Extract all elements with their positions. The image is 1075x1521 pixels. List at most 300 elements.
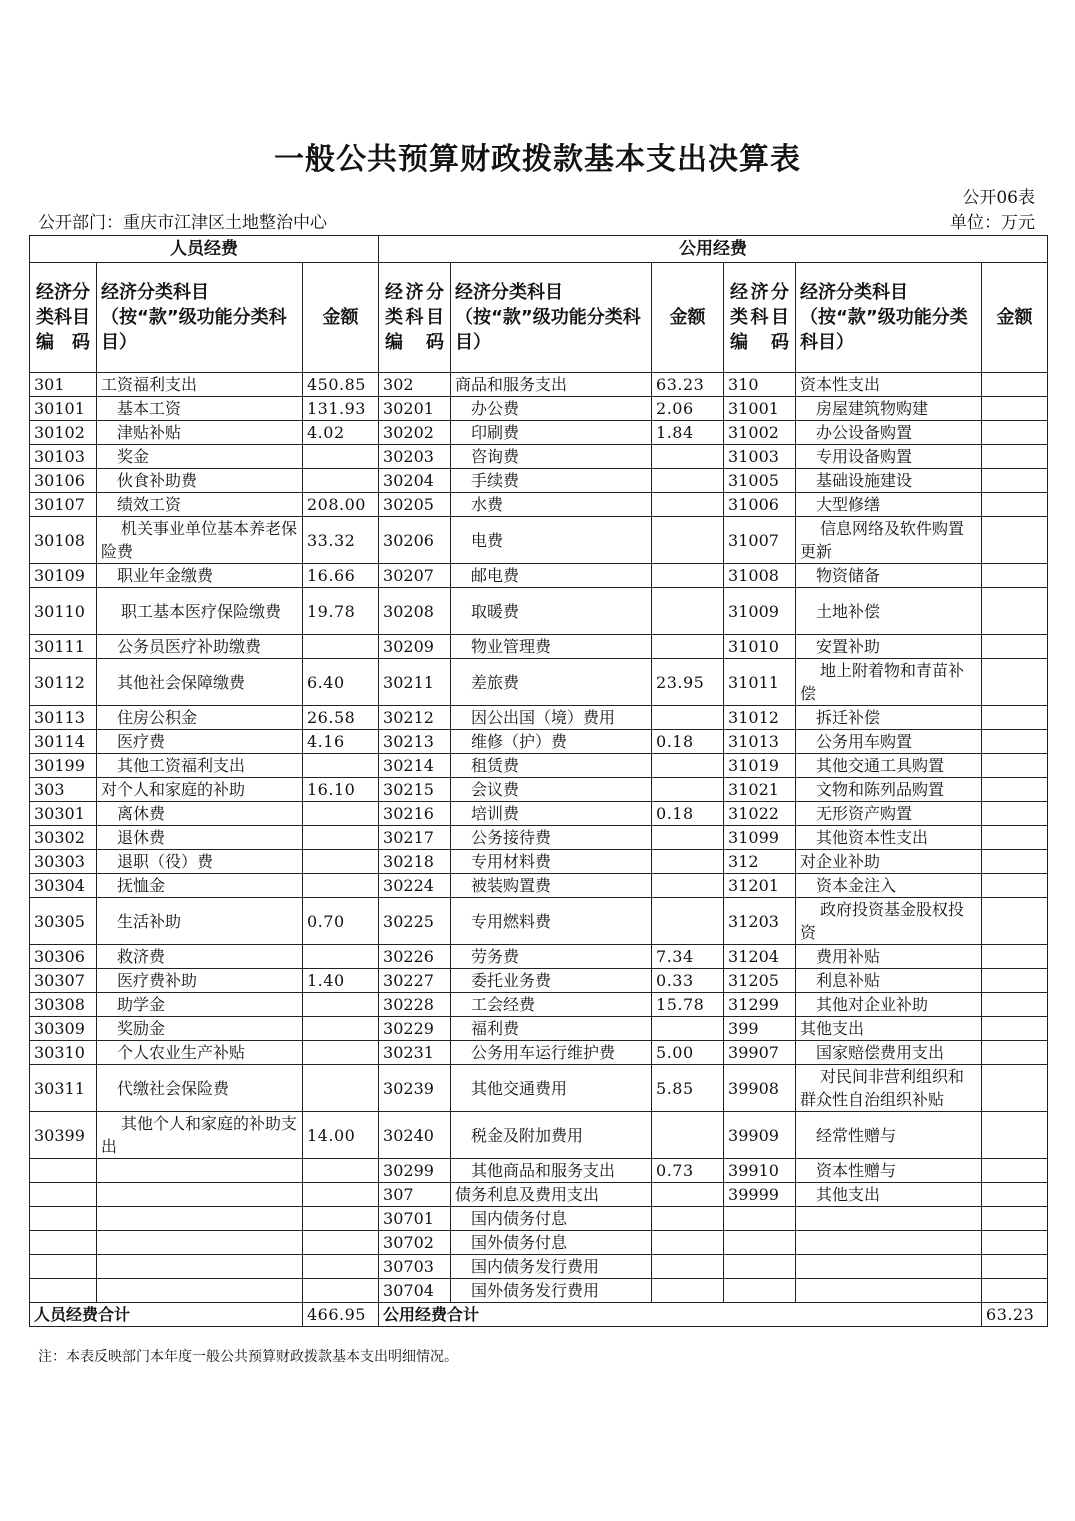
cell-amount	[652, 1207, 724, 1231]
cell-amount: 63.23	[652, 373, 724, 397]
cell-amount	[982, 850, 1048, 874]
cell-amount: 19.78	[303, 588, 379, 635]
cell-amount	[303, 874, 379, 898]
cell-name: 专用燃料费	[451, 898, 652, 945]
cell-name: 邮电费	[451, 564, 652, 588]
table-row	[30, 730, 1048, 754]
cell-name: 其他支出	[796, 1183, 982, 1207]
cell-code: 310	[724, 373, 796, 397]
table-row	[30, 778, 1048, 802]
cell-name: 对企业补助	[796, 850, 982, 874]
cell-code: 30102	[30, 421, 97, 445]
table-row	[30, 898, 1048, 945]
cell-code: 39908	[724, 1065, 796, 1112]
cell-code: 30701	[379, 1207, 451, 1231]
cell-code: 30107	[30, 493, 97, 517]
cell-name: 办公费	[451, 397, 652, 421]
cell-code	[30, 1255, 97, 1279]
cell-name: 房屋建筑物购建	[796, 397, 982, 421]
cell-amount	[982, 397, 1048, 421]
cell-amount	[982, 1159, 1048, 1183]
cell-name	[97, 1159, 303, 1183]
cell-code: 30110	[30, 588, 97, 635]
cell-code: 30208	[379, 588, 451, 635]
table-row	[30, 469, 1048, 493]
cell-code: 31021	[724, 778, 796, 802]
cell-amount	[652, 1112, 724, 1159]
table-row	[30, 397, 1048, 421]
cell-name: 印刷费	[451, 421, 652, 445]
cell-name: 对民间非营利组织和群众性自治组织补贴	[796, 1065, 982, 1112]
cell-amount	[982, 1041, 1048, 1065]
table-row	[30, 564, 1048, 588]
cell-name: 其他交通工具购置	[796, 754, 982, 778]
cell-code: 30103	[30, 445, 97, 469]
cell-code: 31001	[724, 397, 796, 421]
table-row	[30, 1279, 1048, 1303]
cell-name: 其他资本性支出	[796, 826, 982, 850]
table-row	[30, 517, 1048, 564]
cell-name: 基础设施建设	[796, 469, 982, 493]
cell-amount	[652, 898, 724, 945]
cell-name: 伙食补助费	[97, 469, 303, 493]
table-row	[30, 1065, 1048, 1112]
cell-amount: 0.73	[652, 1159, 724, 1183]
cell-code: 31007	[724, 517, 796, 564]
cell-code: 30204	[379, 469, 451, 493]
cell-amount	[652, 1183, 724, 1207]
cell-amount	[652, 635, 724, 659]
cell-code: 31299	[724, 993, 796, 1017]
cell-amount	[652, 850, 724, 874]
cell-name	[97, 1279, 303, 1303]
cell-code: 30306	[30, 945, 97, 969]
cell-name: 取暖费	[451, 588, 652, 635]
cell-name: 拆迁补偿	[796, 706, 982, 730]
cell-code: 30305	[30, 898, 97, 945]
cell-code: 303	[30, 778, 97, 802]
header-name: 经济分类科目（按“款”级功能分类科目）	[451, 263, 652, 373]
cell-name: 税金及附加费用	[451, 1112, 652, 1159]
cell-name: 水费	[451, 493, 652, 517]
cell-name: 手续费	[451, 469, 652, 493]
cell-amount: 33.32	[303, 517, 379, 564]
cell-amount	[982, 945, 1048, 969]
table-row	[30, 1017, 1048, 1041]
table-row	[30, 993, 1048, 1017]
cell-name: 商品和服务支出	[451, 373, 652, 397]
cell-code: 30217	[379, 826, 451, 850]
cell-code: 30299	[379, 1159, 451, 1183]
cell-name: 离休费	[97, 802, 303, 826]
cell-name: 租赁费	[451, 754, 652, 778]
cell-code	[30, 1231, 97, 1255]
cell-amount: 5.85	[652, 1065, 724, 1112]
cell-code: 30229	[379, 1017, 451, 1041]
table-row	[30, 635, 1048, 659]
cell-amount	[982, 706, 1048, 730]
cell-amount	[982, 421, 1048, 445]
cell-code: 30215	[379, 778, 451, 802]
header-code: 经济分类科目编码	[379, 263, 451, 373]
cell-amount	[303, 754, 379, 778]
table-row	[30, 445, 1048, 469]
cell-amount	[652, 754, 724, 778]
expenditure-table	[29, 235, 1048, 1327]
cell-code: 30211	[379, 659, 451, 706]
cell-code: 31022	[724, 802, 796, 826]
cell-amount	[982, 778, 1048, 802]
cell-amount	[982, 1183, 1048, 1207]
cell-name: 福利费	[451, 1017, 652, 1041]
cell-name: 国家赔偿费用支出	[796, 1041, 982, 1065]
cell-amount	[982, 1255, 1048, 1279]
cell-amount	[303, 635, 379, 659]
cell-code	[30, 1159, 97, 1183]
cell-amount: 131.93	[303, 397, 379, 421]
cell-amount	[652, 564, 724, 588]
cell-amount	[982, 517, 1048, 564]
cell-code	[30, 1279, 97, 1303]
cell-name: 资本性赠与	[796, 1159, 982, 1183]
cell-code: 302	[379, 373, 451, 397]
cell-name: 公务用车购置	[796, 730, 982, 754]
cell-amount	[982, 659, 1048, 706]
department-label: 公开部门：重庆市江津区土地整治中心	[38, 213, 327, 233]
cell-code: 301	[30, 373, 97, 397]
cell-code: 30704	[379, 1279, 451, 1303]
cell-amount	[982, 1065, 1048, 1112]
cell-name: 奖励金	[97, 1017, 303, 1041]
table-row	[30, 1231, 1048, 1255]
cell-name: 经常性赠与	[796, 1112, 982, 1159]
cell-name: 安置补助	[796, 635, 982, 659]
cell-code: 30304	[30, 874, 97, 898]
cell-name: 劳务费	[451, 945, 652, 969]
cell-name	[796, 1207, 982, 1231]
cell-amount	[303, 1279, 379, 1303]
header-amount: 金额	[303, 263, 379, 373]
cell-name: 公务用车运行维护费	[451, 1041, 652, 1065]
cell-amount: 14.00	[303, 1112, 379, 1159]
group-header-personnel: 人员经费	[30, 236, 379, 263]
cell-code: 30214	[379, 754, 451, 778]
cell-name: 其他社会保障缴费	[97, 659, 303, 706]
cell-amount: 4.02	[303, 421, 379, 445]
header-amount: 金额	[982, 263, 1048, 373]
cell-code: 30225	[379, 898, 451, 945]
cell-name: 医疗费	[97, 730, 303, 754]
cell-amount	[652, 1279, 724, 1303]
cell-name: 机关事业单位基本养老保险费	[97, 517, 303, 564]
table-row	[30, 659, 1048, 706]
cell-name: 因公出国（境）费用	[451, 706, 652, 730]
cell-code: 30308	[30, 993, 97, 1017]
cell-name: 委托业务费	[451, 969, 652, 993]
cell-name: 无形资产购置	[796, 802, 982, 826]
cell-amount	[303, 826, 379, 850]
cell-amount	[303, 1255, 379, 1279]
cell-code: 30203	[379, 445, 451, 469]
cell-code: 30224	[379, 874, 451, 898]
cell-code: 30301	[30, 802, 97, 826]
table-row	[30, 1255, 1048, 1279]
cell-code: 31008	[724, 564, 796, 588]
cell-code: 30227	[379, 969, 451, 993]
cell-name: 公务员医疗补助缴费	[97, 635, 303, 659]
cell-code: 30399	[30, 1112, 97, 1159]
cell-code: 31019	[724, 754, 796, 778]
table-row	[30, 945, 1048, 969]
cell-name: 公务接待费	[451, 826, 652, 850]
cell-name: 工会经费	[451, 993, 652, 1017]
cell-code: 30113	[30, 706, 97, 730]
cell-code: 30309	[30, 1017, 97, 1041]
header-code: 经济分类科目编码	[30, 263, 97, 373]
cell-code: 39909	[724, 1112, 796, 1159]
cell-amount	[982, 588, 1048, 635]
cell-code: 31011	[724, 659, 796, 706]
cell-amount	[652, 588, 724, 635]
cell-amount	[982, 493, 1048, 517]
cell-amount	[982, 1279, 1048, 1303]
cell-name: 大型修缮	[796, 493, 982, 517]
cell-amount: 7.34	[652, 945, 724, 969]
cell-name: 绩效工资	[97, 493, 303, 517]
cell-amount	[303, 469, 379, 493]
cell-amount	[982, 969, 1048, 993]
header-name: 经济分类科目（按“款”级功能分类科目）	[97, 263, 303, 373]
cell-name: 办公设备购置	[796, 421, 982, 445]
cell-name: 电费	[451, 517, 652, 564]
cell-amount	[982, 730, 1048, 754]
cell-code: 31002	[724, 421, 796, 445]
cell-name: 文物和陈列品购置	[796, 778, 982, 802]
cell-amount	[652, 706, 724, 730]
cell-name: 物业管理费	[451, 635, 652, 659]
cell-code: 30702	[379, 1231, 451, 1255]
cell-name: 个人农业生产补贴	[97, 1041, 303, 1065]
cell-amount	[982, 993, 1048, 1017]
cell-code	[30, 1207, 97, 1231]
cell-code: 31005	[724, 469, 796, 493]
table-row	[30, 1159, 1048, 1183]
cell-name: 基本工资	[97, 397, 303, 421]
cell-code: 30218	[379, 850, 451, 874]
table-row	[30, 754, 1048, 778]
cell-code: 30112	[30, 659, 97, 706]
cell-name: 津贴补贴	[97, 421, 303, 445]
cell-name: 物资储备	[796, 564, 982, 588]
cell-code: 307	[379, 1183, 451, 1207]
table-row	[30, 706, 1048, 730]
cell-name: 助学金	[97, 993, 303, 1017]
cell-name: 利息补贴	[796, 969, 982, 993]
cell-amount: 16.10	[303, 778, 379, 802]
cell-amount: 23.95	[652, 659, 724, 706]
header-code: 经济分类科目编码	[724, 263, 796, 373]
cell-code: 39999	[724, 1183, 796, 1207]
table-row	[30, 1112, 1048, 1159]
cell-amount: 0.70	[303, 898, 379, 945]
table-row	[30, 1183, 1048, 1207]
cell-code: 30108	[30, 517, 97, 564]
cell-name: 资本性支出	[796, 373, 982, 397]
cell-code: 31010	[724, 635, 796, 659]
cell-amount	[982, 373, 1048, 397]
group-header-public: 公用经费	[379, 236, 1048, 263]
cell-code: 30205	[379, 493, 451, 517]
cell-code: 30231	[379, 1041, 451, 1065]
cell-code: 30201	[379, 397, 451, 421]
cell-name: 其他支出	[796, 1017, 982, 1041]
public-total-label: 公用经费合计	[379, 1303, 982, 1327]
cell-name	[97, 1207, 303, 1231]
cell-amount	[652, 1017, 724, 1041]
cell-name: 费用补贴	[796, 945, 982, 969]
cell-code: 31013	[724, 730, 796, 754]
cell-code: 30226	[379, 945, 451, 969]
cell-amount: 26.58	[303, 706, 379, 730]
cell-code: 30209	[379, 635, 451, 659]
table-row	[30, 1041, 1048, 1065]
form-number: 公开06表	[962, 188, 1035, 208]
cell-amount	[303, 850, 379, 874]
cell-name: 信息网络及软件购置更新	[796, 517, 982, 564]
cell-amount	[652, 517, 724, 564]
cell-name: 资本金注入	[796, 874, 982, 898]
cell-amount	[982, 1017, 1048, 1041]
cell-amount	[982, 445, 1048, 469]
cell-name: 培训费	[451, 802, 652, 826]
cell-code: 31009	[724, 588, 796, 635]
cell-code: 30202	[379, 421, 451, 445]
cell-code: 31099	[724, 826, 796, 850]
cell-code	[724, 1255, 796, 1279]
cell-amount: 1.40	[303, 969, 379, 993]
cell-amount	[982, 874, 1048, 898]
table-row	[30, 373, 1048, 397]
cell-name: 国内债务发行费用	[451, 1255, 652, 1279]
cell-name: 代缴社会保险费	[97, 1065, 303, 1112]
unit-label: 单位：万元	[950, 213, 1035, 233]
cell-amount	[303, 445, 379, 469]
personnel-total-value: 466.95	[303, 1303, 379, 1327]
table-row	[30, 826, 1048, 850]
cell-code: 30212	[379, 706, 451, 730]
cell-code: 30109	[30, 564, 97, 588]
cell-amount	[652, 469, 724, 493]
cell-name: 国外债务付息	[451, 1231, 652, 1255]
cell-amount: 6.40	[303, 659, 379, 706]
cell-amount	[982, 1112, 1048, 1159]
cell-code: 39907	[724, 1041, 796, 1065]
header-name: 经济分类科目（按“款”级功能分类科目）	[796, 263, 982, 373]
cell-amount	[982, 826, 1048, 850]
cell-name: 专用材料费	[451, 850, 652, 874]
footnote: 注：本表反映部门本年度一般公共预算财政拨款基本支出明细情况。	[38, 1349, 458, 1365]
cell-amount: 4.16	[303, 730, 379, 754]
cell-name: 救济费	[97, 945, 303, 969]
cell-amount	[652, 445, 724, 469]
cell-code: 30206	[379, 517, 451, 564]
cell-amount: 0.33	[652, 969, 724, 993]
cell-code: 312	[724, 850, 796, 874]
table-row	[30, 969, 1048, 993]
cell-amount	[982, 1231, 1048, 1255]
cell-amount: 5.00	[652, 1041, 724, 1065]
cell-amount	[303, 1159, 379, 1183]
cell-amount	[982, 635, 1048, 659]
cell-amount: 1.84	[652, 421, 724, 445]
cell-amount	[652, 493, 724, 517]
table-row	[30, 1207, 1048, 1231]
cell-name: 维修（护）费	[451, 730, 652, 754]
cell-code: 30216	[379, 802, 451, 826]
cell-code: 30302	[30, 826, 97, 850]
cell-code: 30240	[379, 1112, 451, 1159]
cell-code: 39910	[724, 1159, 796, 1183]
cell-amount: 208.00	[303, 493, 379, 517]
cell-name: 咨询费	[451, 445, 652, 469]
cell-name: 退职（役）费	[97, 850, 303, 874]
cell-amount	[982, 469, 1048, 493]
cell-name: 其他对企业补助	[796, 993, 982, 1017]
cell-amount	[303, 1231, 379, 1255]
cell-name	[97, 1231, 303, 1255]
cell-name: 职工基本医疗保险缴费	[97, 588, 303, 635]
cell-code: 30703	[379, 1255, 451, 1279]
cell-name	[796, 1255, 982, 1279]
cell-code: 31204	[724, 945, 796, 969]
cell-amount	[303, 1017, 379, 1041]
cell-name: 住房公积金	[97, 706, 303, 730]
cell-name: 地上附着物和青苗补偿	[796, 659, 982, 706]
cell-amount: 0.18	[652, 730, 724, 754]
cell-code: 30213	[379, 730, 451, 754]
cell-name: 其他工资福利支出	[97, 754, 303, 778]
cell-amount: 450.85	[303, 373, 379, 397]
cell-amount	[303, 1207, 379, 1231]
cell-name: 退休费	[97, 826, 303, 850]
cell-code: 31003	[724, 445, 796, 469]
cell-code	[724, 1279, 796, 1303]
cell-name: 工资福利支出	[97, 373, 303, 397]
cell-code: 30106	[30, 469, 97, 493]
cell-amount	[982, 802, 1048, 826]
totals-row	[30, 1303, 1048, 1327]
cell-amount	[982, 754, 1048, 778]
cell-amount	[652, 1255, 724, 1279]
cell-amount	[303, 993, 379, 1017]
cell-name: 其他个人和家庭的补助支出	[97, 1112, 303, 1159]
cell-amount	[982, 564, 1048, 588]
cell-name: 奖金	[97, 445, 303, 469]
cell-amount	[652, 874, 724, 898]
cell-amount	[652, 778, 724, 802]
cell-name: 国外债务发行费用	[451, 1279, 652, 1303]
table-row	[30, 874, 1048, 898]
cell-name: 职业年金缴费	[97, 564, 303, 588]
cell-code: 31205	[724, 969, 796, 993]
cell-amount	[303, 1183, 379, 1207]
cell-name: 抚恤金	[97, 874, 303, 898]
cell-amount: 2.06	[652, 397, 724, 421]
cell-code: 30101	[30, 397, 97, 421]
header-amount: 金额	[652, 263, 724, 373]
cell-code: 31012	[724, 706, 796, 730]
cell-code: 30303	[30, 850, 97, 874]
